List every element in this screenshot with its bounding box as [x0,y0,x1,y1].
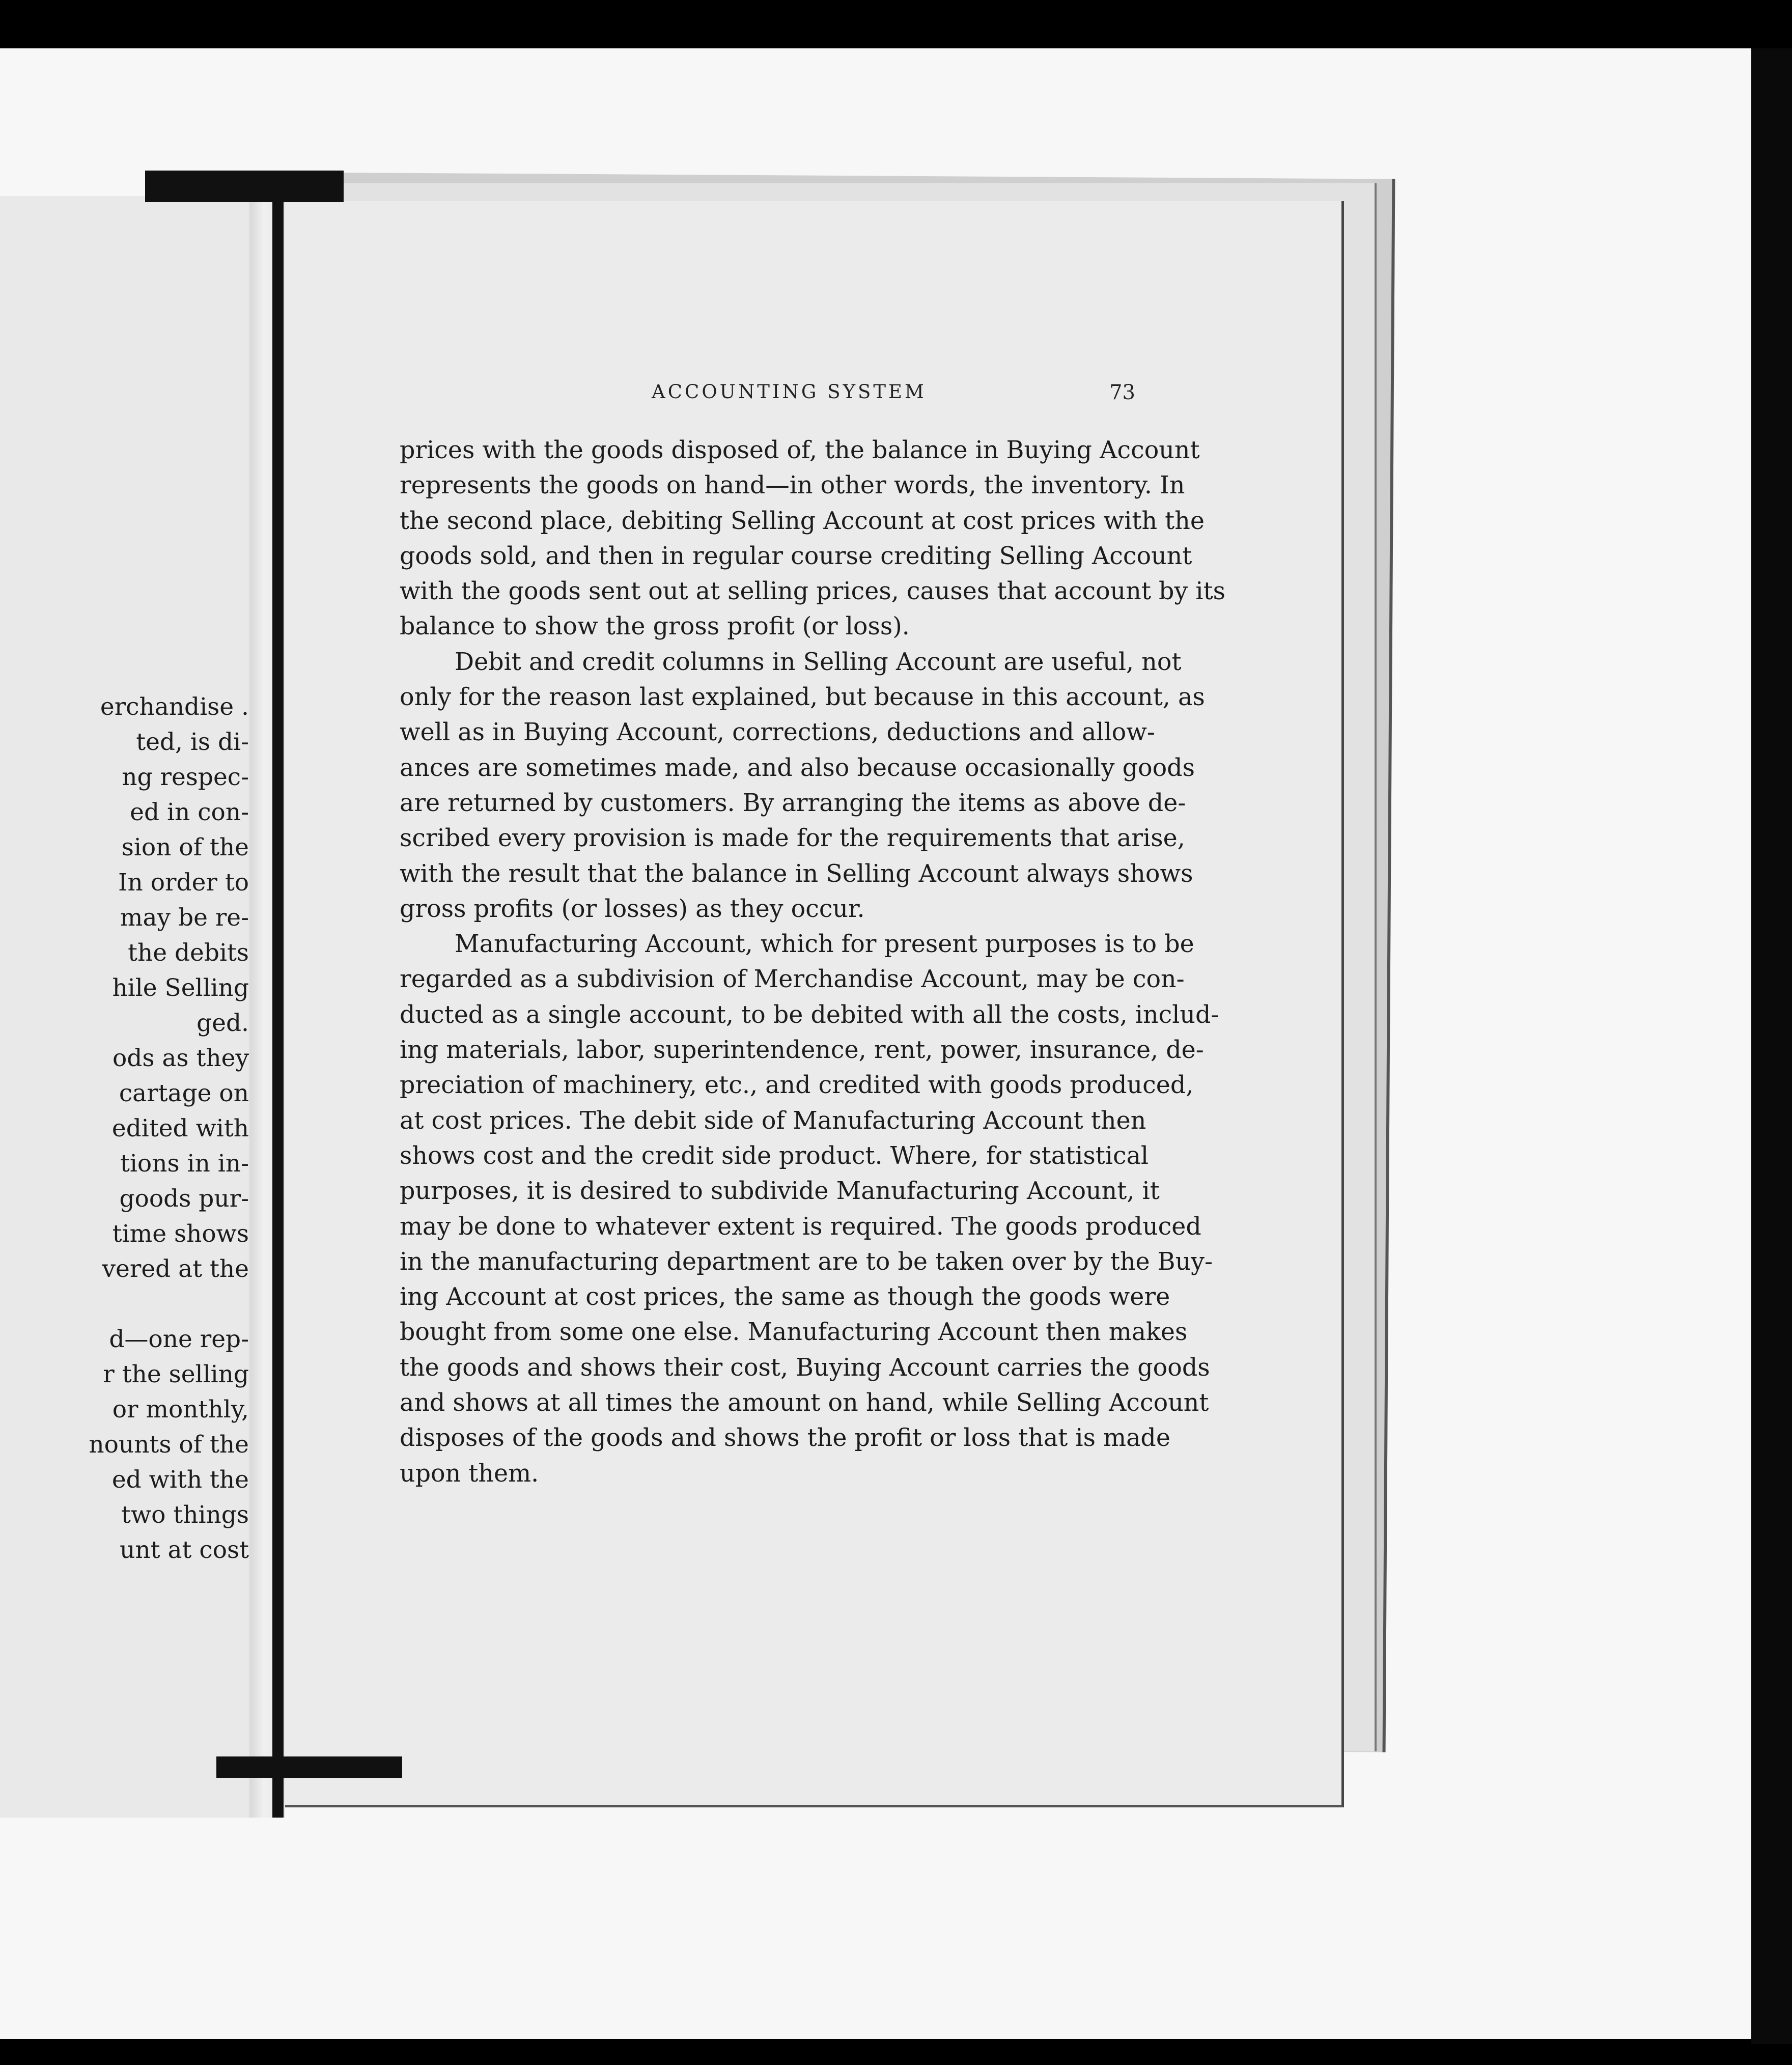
left-page-line: hile Selling [112,974,249,1002]
left-page-line: cartage on [119,1079,249,1107]
text-line: and shows at all times the amount on hand, while Selling Account [400,1389,1209,1417]
page-number: 73 [1109,381,1135,404]
book-clamp-bottom [216,1756,402,1778]
left-page-line: ed with the [111,1466,249,1494]
text-line: regarded as a subdivision of Merchandise Account, may be con- [400,965,1185,994]
left-page-line: ng respec- [122,763,249,791]
left-page-line: sion of the [121,833,249,861]
left-page [0,196,253,1818]
paragraph [400,927,1219,1491]
text-line: the second place, debiting Selling Account at cost prices with the [400,507,1205,535]
text-line: bought from some one else. Manufacturing Account then makes [400,1318,1188,1347]
left-page-line: ed in con- [130,798,249,826]
text-line: may be done to whatever extent is required. The goods produced [400,1212,1201,1241]
left-page-line: tions in in- [120,1150,249,1178]
left-page-line: two things [121,1501,249,1529]
left-page-line: In order to [118,869,249,897]
left-page-line: r the selling [103,1360,249,1388]
text-line: ances are sometimes made, and also because occasionally goods [400,754,1195,782]
text-line: goods sold, and then in regular course crediting Selling Account [400,542,1192,570]
left-page-line: ods as they [112,1044,249,1072]
text-line: represents the goods on hand—in other words, the inventory. In [400,471,1185,500]
text-line: prices with the goods disposed of, the balance in Buying Account [400,436,1200,464]
text-line: with the result that the balance in Selling Account always shows [400,859,1193,888]
text-line: shows cost and the credit side product. Where, for statistical [400,1141,1149,1170]
left-page-line: the debits [128,939,249,967]
left-page-line: time shows [112,1220,249,1248]
text-line: only for the reason last explained, but because in this account, as [400,683,1205,712]
text-line: ducted as a single account, to be debited with all the costs, includ- [400,1000,1219,1029]
text-line: Debit and credit columns in Selling Account are useful, not [455,648,1182,676]
text-line: preciation of machinery, etc., and credited with goods produced, [400,1071,1194,1100]
text-line: at cost prices. The debit side of Manufacturing Account then [400,1106,1146,1135]
running-head [652,381,1135,411]
left-page-line: nounts of the [89,1431,249,1459]
text-line: well as in Buying Account, corrections, deductions and allow- [400,718,1155,747]
left-page-line: ted, is di- [136,728,249,756]
text-line: disposes of the goods and shows the profit or loss that is made [400,1424,1170,1453]
text-line: balance to show the gross profit (or loss). [400,612,910,641]
book-clamp-bar [272,199,284,1818]
left-page-line: d—one rep- [109,1325,249,1353]
text-line: gross profits (or losses) as they occur. [400,895,865,923]
text-line: upon them. [400,1459,539,1488]
left-page-line: edited with [111,1114,249,1142]
text-line: ing Account at cost prices, the same as though the goods were [400,1283,1170,1311]
left-page-line: may be re- [120,904,249,932]
text-line: scribed every provision is made for the requirements that arise, [400,824,1185,853]
text-line: are returned by customers. By arranging the items as above de- [400,789,1186,817]
text-line: ing materials, labor, superintendence, rent, power, insurance, de- [400,1036,1204,1065]
left-page-line: vered at the [102,1255,249,1283]
left-page-line: erchandise . [100,693,249,721]
text-line: the goods and shows their cost, Buying Account carries the goods [400,1353,1210,1382]
paragraph [400,433,1226,645]
left-page-line: unt at cost [120,1536,249,1564]
running-head-title: ACCOUNTING SYSTEM [652,381,927,403]
book-clamp-top [145,171,344,202]
scan-frame-edge [1751,48,1792,2044]
left-page-line: or monthly, [112,1396,249,1424]
text-line: purposes, it is desired to subdivide Manufacturing Account, it [400,1177,1160,1206]
paragraph [400,645,1205,927]
text-line: Manufacturing Account, which for present purposes is to be [455,930,1194,959]
text-line: in the manufacturing department are to be taken over by the Buy- [400,1247,1213,1276]
left-page-line: goods pur- [119,1185,249,1213]
text-line: with the goods sent out at selling prices, causes that account by its [400,577,1226,606]
body-text [400,433,1226,1491]
left-page-line: ged. [197,1009,249,1037]
